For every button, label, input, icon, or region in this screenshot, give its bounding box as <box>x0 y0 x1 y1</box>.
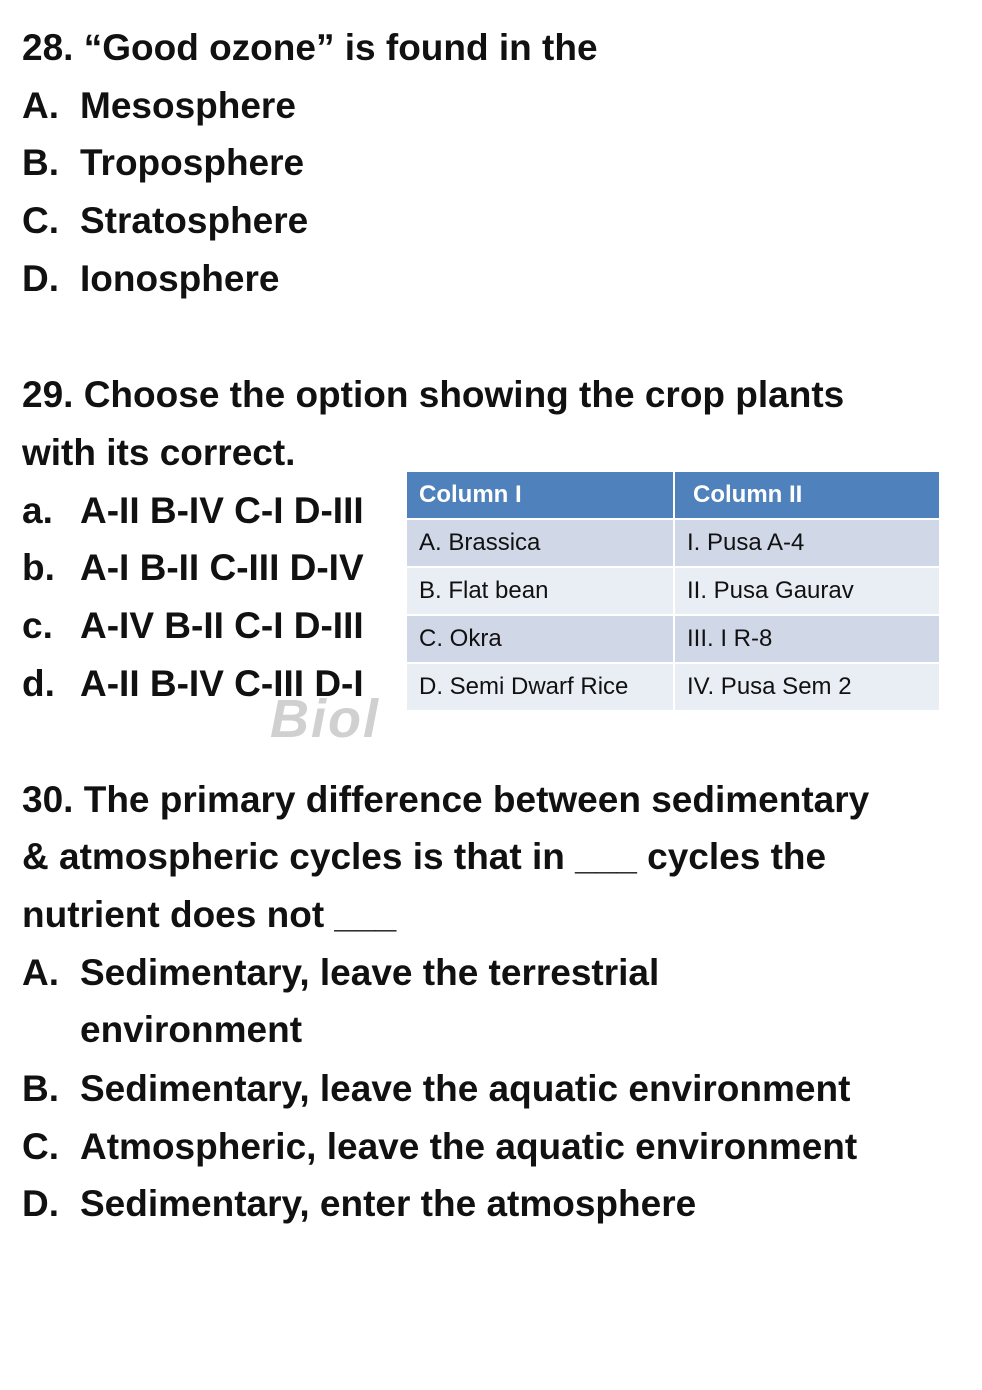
q30-question-line1: 30. The primary difference between sedimentary <box>22 779 870 820</box>
table-row <box>406 615 940 663</box>
table-cell: I. Pusa A-4 <box>674 519 940 567</box>
option-letter: D. <box>22 1183 59 1224</box>
option-letter: A. <box>22 85 59 126</box>
option-letter: C. <box>22 1126 59 1167</box>
q30-option-b <box>22 1070 850 1107</box>
q30-question-line2: & atmospheric cycles is that in ___ cycles the <box>22 836 827 877</box>
q30-option-a-continuation: environment <box>80 1009 303 1050</box>
match-table <box>405 470 941 712</box>
table-header-row <box>406 471 940 519</box>
option-letter: d. <box>22 663 55 704</box>
option-text: Sedimentary, leave the aquatic environment <box>80 1068 851 1109</box>
q30-option-a <box>22 954 659 991</box>
q30-question-line3: nutrient does not ___ <box>22 894 397 935</box>
option-text: Sedimentary, enter the atmosphere <box>80 1183 697 1224</box>
option-text: Mesosphere <box>80 85 296 126</box>
option-letter: a. <box>22 490 53 531</box>
table-cell: B. Flat bean <box>406 567 674 615</box>
q29-option-c <box>22 607 364 644</box>
table-header-column-2: Column II <box>674 471 940 519</box>
table-row <box>406 663 940 711</box>
q29-question-line1: 29. Choose the option showing the crop plants <box>22 374 845 415</box>
option-letter: A. <box>22 952 59 993</box>
option-letter: C. <box>22 200 59 241</box>
option-text: Ionosphere <box>80 258 280 299</box>
q29-option-a <box>22 492 364 529</box>
table-cell: IV. Pusa Sem 2 <box>674 663 940 711</box>
watermark-text: Biol <box>270 689 380 749</box>
table-cell: C. Okra <box>406 615 674 663</box>
table-cell: A. Brassica <box>406 519 674 567</box>
option-letter: b. <box>22 547 55 588</box>
option-letter: c. <box>22 605 53 646</box>
q28-option-b <box>22 144 304 181</box>
option-text: Atmospheric, leave the aquatic environment <box>80 1126 858 1167</box>
q28-question: 28. “Good ozone” is found in the <box>22 27 598 68</box>
table-header-column-1: Column I <box>406 471 674 519</box>
option-text: Troposphere <box>80 142 305 183</box>
option-text: A-II B-IV C-III D-I <box>80 663 364 704</box>
q30-option-d <box>22 1185 696 1222</box>
table-row <box>406 567 940 615</box>
option-letter: B. <box>22 1068 59 1109</box>
option-text: Sedimentary, leave the terrestrial <box>80 952 660 993</box>
option-letter: D. <box>22 258 59 299</box>
table-cell: III. I R-8 <box>674 615 940 663</box>
q29-question-line2: with its correct. <box>22 432 296 473</box>
option-text: A-II B-IV C-I D-III <box>80 490 364 531</box>
option-text: Stratosphere <box>80 200 309 241</box>
q29-option-b <box>22 549 364 586</box>
q28-option-c <box>22 202 308 239</box>
q28-option-a <box>22 87 296 124</box>
table-cell: D. Semi Dwarf Rice <box>406 663 674 711</box>
q30-option-c <box>22 1128 857 1165</box>
table-row <box>406 519 940 567</box>
option-text: A-I B-II C-III D-IV <box>80 547 364 588</box>
q28-option-d <box>22 260 279 297</box>
option-text: A-IV B-II C-I D-III <box>80 605 364 646</box>
table-cell: II. Pusa Gaurav <box>674 567 940 615</box>
option-letter: B. <box>22 142 59 183</box>
